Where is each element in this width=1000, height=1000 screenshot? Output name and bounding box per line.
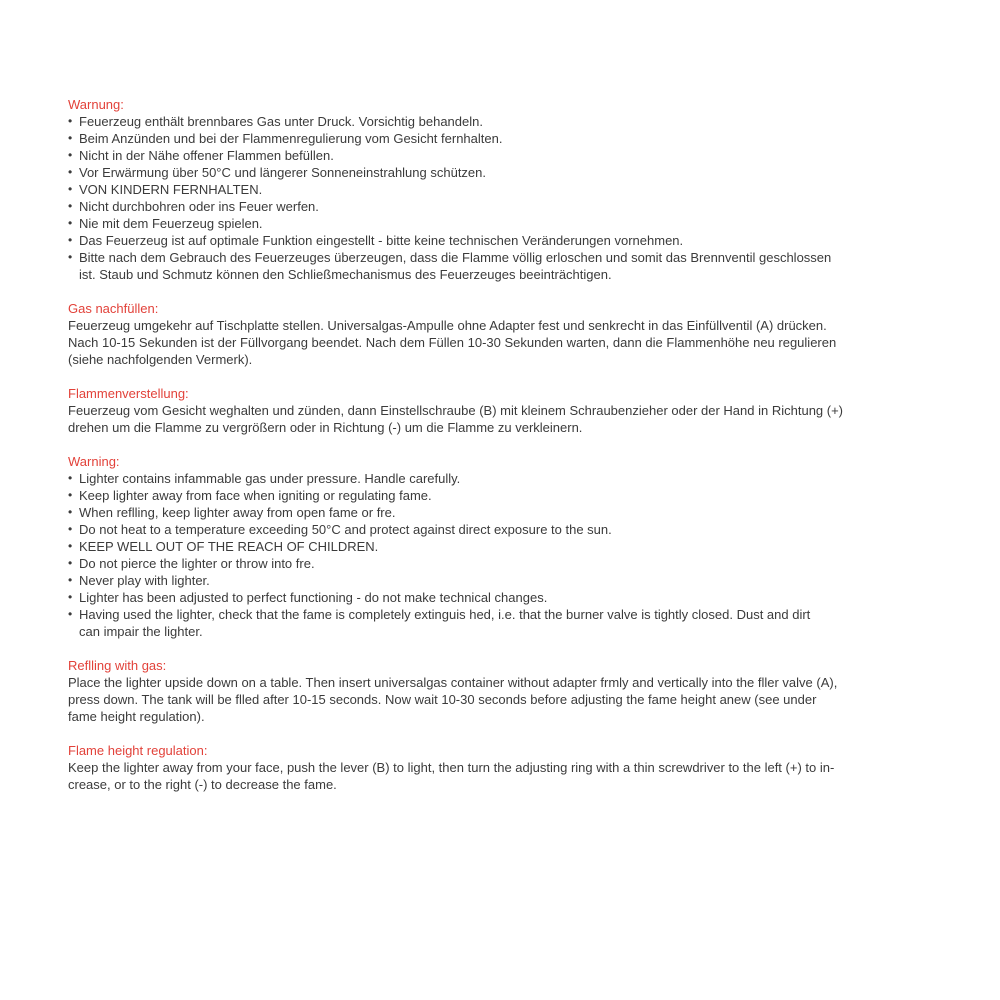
list-item bbox=[68, 147, 948, 164]
list-item bbox=[68, 521, 948, 538]
paragraph-line: Feuerzeug vom Gesicht weghalten und zünden, dann Einstellschraube (B) mit kleinem Schraubenzieher oder der Hand in Richtung (+) bbox=[68, 403, 844, 418]
bullet-icon: • bbox=[68, 165, 73, 179]
list-item-text: Lighter has been adjusted to perfect functioning - do not make technical changes. bbox=[79, 590, 548, 605]
section-heading: Warnung: bbox=[68, 97, 124, 112]
list-item bbox=[68, 232, 948, 249]
list-item bbox=[68, 164, 948, 181]
paragraph-line: Nach 10-15 Sekunden ist der Füllvorgang beendet. Nach dem Füllen 10-30 Sekunden warten, dann die Flammenhöhe neu regulieren bbox=[68, 335, 837, 350]
bullet-icon: • bbox=[68, 216, 73, 230]
section-warning-en bbox=[68, 453, 948, 640]
list-item-text: Feuerzeug enthält brennbares Gas unter Druck. Vorsichtig behandeln. bbox=[79, 114, 483, 129]
list-item-text: Keep lighter away from face when igniting or regulating fame. bbox=[79, 488, 432, 503]
bullet-icon: • bbox=[68, 182, 73, 196]
bullet-icon: • bbox=[68, 199, 73, 213]
bullet-icon: • bbox=[68, 522, 73, 536]
bullet-icon: • bbox=[68, 233, 73, 247]
list-item-text: Beim Anzünden und bei der Flammenregulierung vom Gesicht fernhalten. bbox=[79, 131, 503, 146]
list-item bbox=[68, 130, 948, 147]
paragraph-line: crease, or to the right (-) to decrease the fame. bbox=[68, 777, 337, 792]
list-item bbox=[68, 572, 948, 589]
list-item bbox=[68, 181, 948, 198]
list-item bbox=[68, 249, 948, 283]
section-heading: Flammenverstellung: bbox=[68, 386, 189, 401]
bullet-icon: • bbox=[68, 590, 73, 604]
list-item bbox=[68, 504, 948, 521]
section-heading: Reflling with gas: bbox=[68, 658, 167, 673]
list-item bbox=[68, 487, 948, 504]
bullet-icon: • bbox=[68, 488, 73, 502]
paragraph-line: Feuerzeug umgekehr auf Tischplatte stellen. Universalgas-Ampulle ohne Adapter fest und senkrecht in das Einfüllventil (A) drücken. bbox=[68, 318, 827, 333]
bullet-icon: • bbox=[68, 114, 73, 128]
list-item-text: Never play with lighter. bbox=[79, 573, 210, 588]
bullet-icon: • bbox=[68, 607, 73, 621]
list-item-text: Vor Erwärmung über 50°C und längerer Sonneneinstrahlung schützen. bbox=[79, 165, 487, 180]
list-item-text: can impair the lighter. bbox=[79, 624, 203, 639]
paragraph-line: fame height regulation). bbox=[68, 709, 205, 724]
list-item-text: Nie mit dem Feuerzeug spielen. bbox=[79, 216, 263, 231]
paragraph-line: press down. The tank will be flled after 10-15 seconds. Now wait 10-30 seconds before adjusting the fame height anew (see under bbox=[68, 692, 817, 707]
section-heading: Warning: bbox=[68, 454, 120, 469]
section-heading: Flame height regulation: bbox=[68, 743, 208, 758]
section-flame-height-regulation bbox=[68, 742, 948, 793]
paragraph-line: Keep the lighter away from your face, push the lever (B) to light, then turn the adjusting ring with a thin screwdriver to the left (+) to in- bbox=[68, 760, 835, 775]
paragraph-line: drehen um die Flamme zu vergrößern oder in Richtung (-) um die Flamme zu verkleinern. bbox=[68, 420, 583, 435]
list-item bbox=[68, 555, 948, 572]
bullet-icon: • bbox=[68, 505, 73, 519]
section-heading: Gas nachfüllen: bbox=[68, 301, 159, 316]
list-item bbox=[68, 113, 948, 130]
list-item-text: Do not pierce the lighter or throw into fre. bbox=[79, 556, 315, 571]
bullet-icon: • bbox=[68, 539, 73, 553]
section-refilling-with-gas bbox=[68, 657, 948, 725]
section-warnung-de bbox=[68, 96, 948, 283]
list-item bbox=[68, 198, 948, 215]
list-item bbox=[68, 470, 948, 487]
list-item-text: When reflling, keep lighter away from open fame or fre. bbox=[79, 505, 396, 520]
section-gas-nachfuellen bbox=[68, 300, 948, 368]
list-item-text: Lighter contains infammable gas under pressure. Handle carefully. bbox=[79, 471, 461, 486]
list-item bbox=[68, 589, 948, 606]
paragraph-line: Place the lighter upside down on a table. Then insert universalgas container without adapter frmly and vertically into the fller valve (A), bbox=[68, 675, 838, 690]
list-item-text: Nicht durchbohren oder ins Feuer werfen. bbox=[79, 199, 319, 214]
list-item bbox=[68, 606, 948, 640]
list-item-text: Das Feuerzeug ist auf optimale Funktion eingestellt - bitte keine technischen Veränderungen vornehmen. bbox=[79, 233, 684, 248]
list-item-text: KEEP WELL OUT OF THE REACH OF CHILDREN. bbox=[79, 539, 379, 554]
list-item-text: ist. Staub und Schmutz können den Schließmechanismus des Feuerzeuges beeinträchtigen. bbox=[79, 267, 612, 282]
list-item bbox=[68, 538, 948, 555]
bullet-icon: • bbox=[68, 471, 73, 485]
document-page bbox=[68, 96, 948, 810]
list-item-text: Having used the lighter, check that the fame is completely extinguis hed, i.e. that the burner valve is tightly closed. Dust and dirt bbox=[79, 607, 811, 622]
list-item-text: Bitte nach dem Gebrauch des Feuerzeuges überzeugen, dass die Flamme völlig erloschen und somit das Brennventil geschlossen bbox=[79, 250, 832, 265]
list-item bbox=[68, 215, 948, 232]
list-item-text: VON KINDERN FERNHALTEN. bbox=[79, 182, 263, 197]
bullet-icon: • bbox=[68, 250, 73, 264]
bullet-icon: • bbox=[68, 131, 73, 145]
list-item-text: Nicht in der Nähe offener Flammen befüllen. bbox=[79, 148, 334, 163]
bullet-icon: • bbox=[68, 573, 73, 587]
bullet-icon: • bbox=[68, 556, 73, 570]
bullet-icon: • bbox=[68, 148, 73, 162]
section-flammenverstellung bbox=[68, 385, 948, 436]
paragraph-line: (siehe nachfolgenden Vermerk). bbox=[68, 352, 253, 367]
list-item-text: Do not heat to a temperature exceeding 50°C and protect against direct exposure to the sun. bbox=[79, 522, 612, 537]
